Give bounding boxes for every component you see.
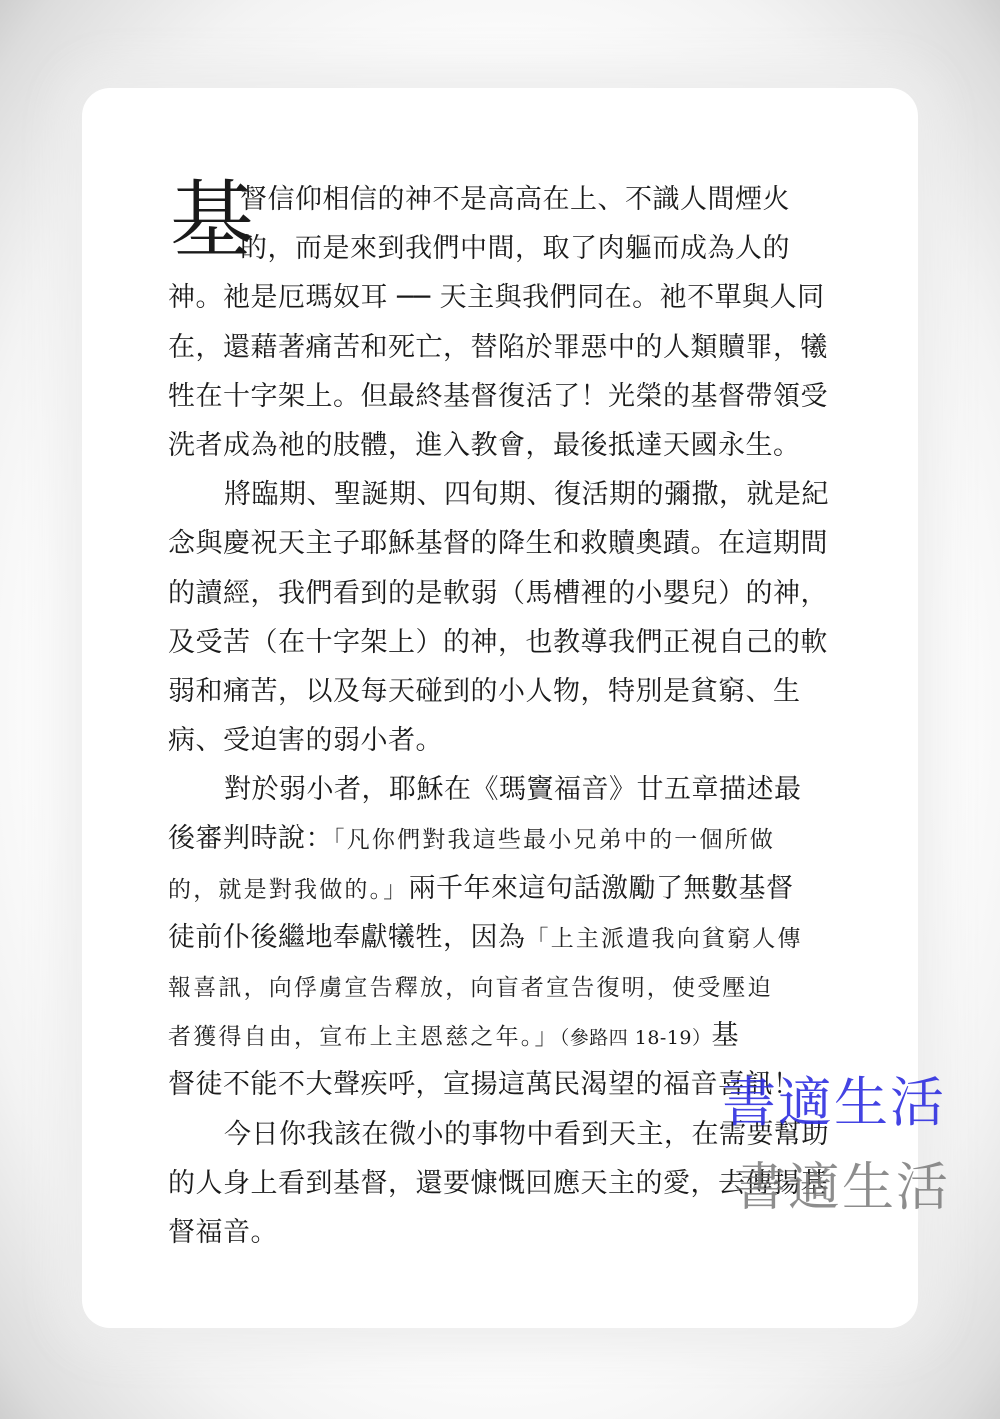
paragraph-2-line-2: 念與慶祝天主子耶穌基督的降生和救贖奧蹟。在這期間 (168, 528, 828, 560)
paragraph-2-line-6: 病、受迫害的弱小者。 (168, 725, 443, 757)
paragraph-3-text: 後審判時說： (168, 823, 333, 855)
paragraph-4-line-1: 今日你我該在微小的事物中看到天主，在需要幫助 (224, 1118, 829, 1150)
paragraph-4-line-3: 督福音。 (168, 1216, 278, 1248)
scripture-quote: 「凡你們對我這些最小兄弟中的一個所做 (333, 827, 776, 854)
paragraph-3-text: 兩千年來這句話激勵了無數基督 (408, 872, 794, 904)
scripture-quote: 報喜訊，向俘虜宣告釋放，向盲者宣告復明，使受壓迫 (168, 975, 773, 1001)
paragraph-3-line-5 (168, 962, 832, 1011)
paragraph-3-line-4 (168, 913, 832, 962)
paragraph-3-line-2 (168, 814, 832, 863)
paragraph-2-line-4: 及受苦（在十字架上）的神，也教導我們正視自己的軟 (168, 626, 828, 658)
paragraph-3-text: 徒前仆後繼地奉獻犧牲，因為 (168, 921, 526, 953)
paragraph-2-line-3: 的讀經，我們看到的是軟弱（馬槽裡的小嬰兒）的神， (168, 577, 828, 609)
paragraph-3-line-7: 督徒不能不大聲疾呼，宣揚這萬民渴望的福音喜訊！ (168, 1069, 801, 1101)
paragraph-3-line-6 (168, 1011, 832, 1060)
paragraph-1-line-2: 的，而是來到我們中間，取了肉軀而成為人的 (240, 233, 790, 265)
paragraph-3-text: 基 (711, 1020, 740, 1052)
drop-cap: 基 (170, 171, 255, 269)
scripture-reference: （參路四 18-19） (559, 1027, 712, 1050)
scripture-quote: 的，就是對我做的。」 (168, 876, 409, 903)
scripture-quote: 者獲得自由，宣布上主恩慈之年。」 (168, 1024, 560, 1051)
paragraph-1-line-3: 神。祂是厄瑪奴耳 ── 天主與我們同在。祂不單與人同 (168, 282, 825, 314)
paragraph-4-line-2: 的人身上看到基督，還要慷慨回應天主的愛，去傳揚基 (168, 1167, 828, 1199)
paragraph-1-line-1: 督信仰相信的神不是高高在上、不識人間煙火 (240, 184, 790, 215)
paragraph-3-line-3 (168, 864, 832, 913)
paragraph-2-line-1: 將臨期、聖誕期、四旬期、復活期的彌撒，就是紀 (224, 479, 829, 511)
paragraph-1-line-5: 牲在十字架上。但最終基督復活了！光榮的基督帶領受 (168, 380, 828, 412)
scripture-quote: 「上主派遣我向貧窮人傳 (525, 925, 803, 952)
watermark-grey: 書適生活 (734, 1158, 951, 1218)
watermark-blue: 書適生活 (722, 1071, 946, 1134)
paragraph-2-line-5: 弱和痛苦，以及每天碰到的小人物，特別是貧窮、生 (168, 675, 801, 707)
paragraph-1-line-4: 在，還藉著痛苦和死亡，替陷於罪惡中的人類贖罪，犧 (168, 331, 828, 363)
paragraph-1-line-6: 洗者成為祂的肢體，進入教會，最後抵達天國永生。 (168, 429, 801, 461)
paragraph-3-line-1: 對於弱小者，耶穌在《瑪竇福音》廿五章描述最 (224, 774, 802, 806)
